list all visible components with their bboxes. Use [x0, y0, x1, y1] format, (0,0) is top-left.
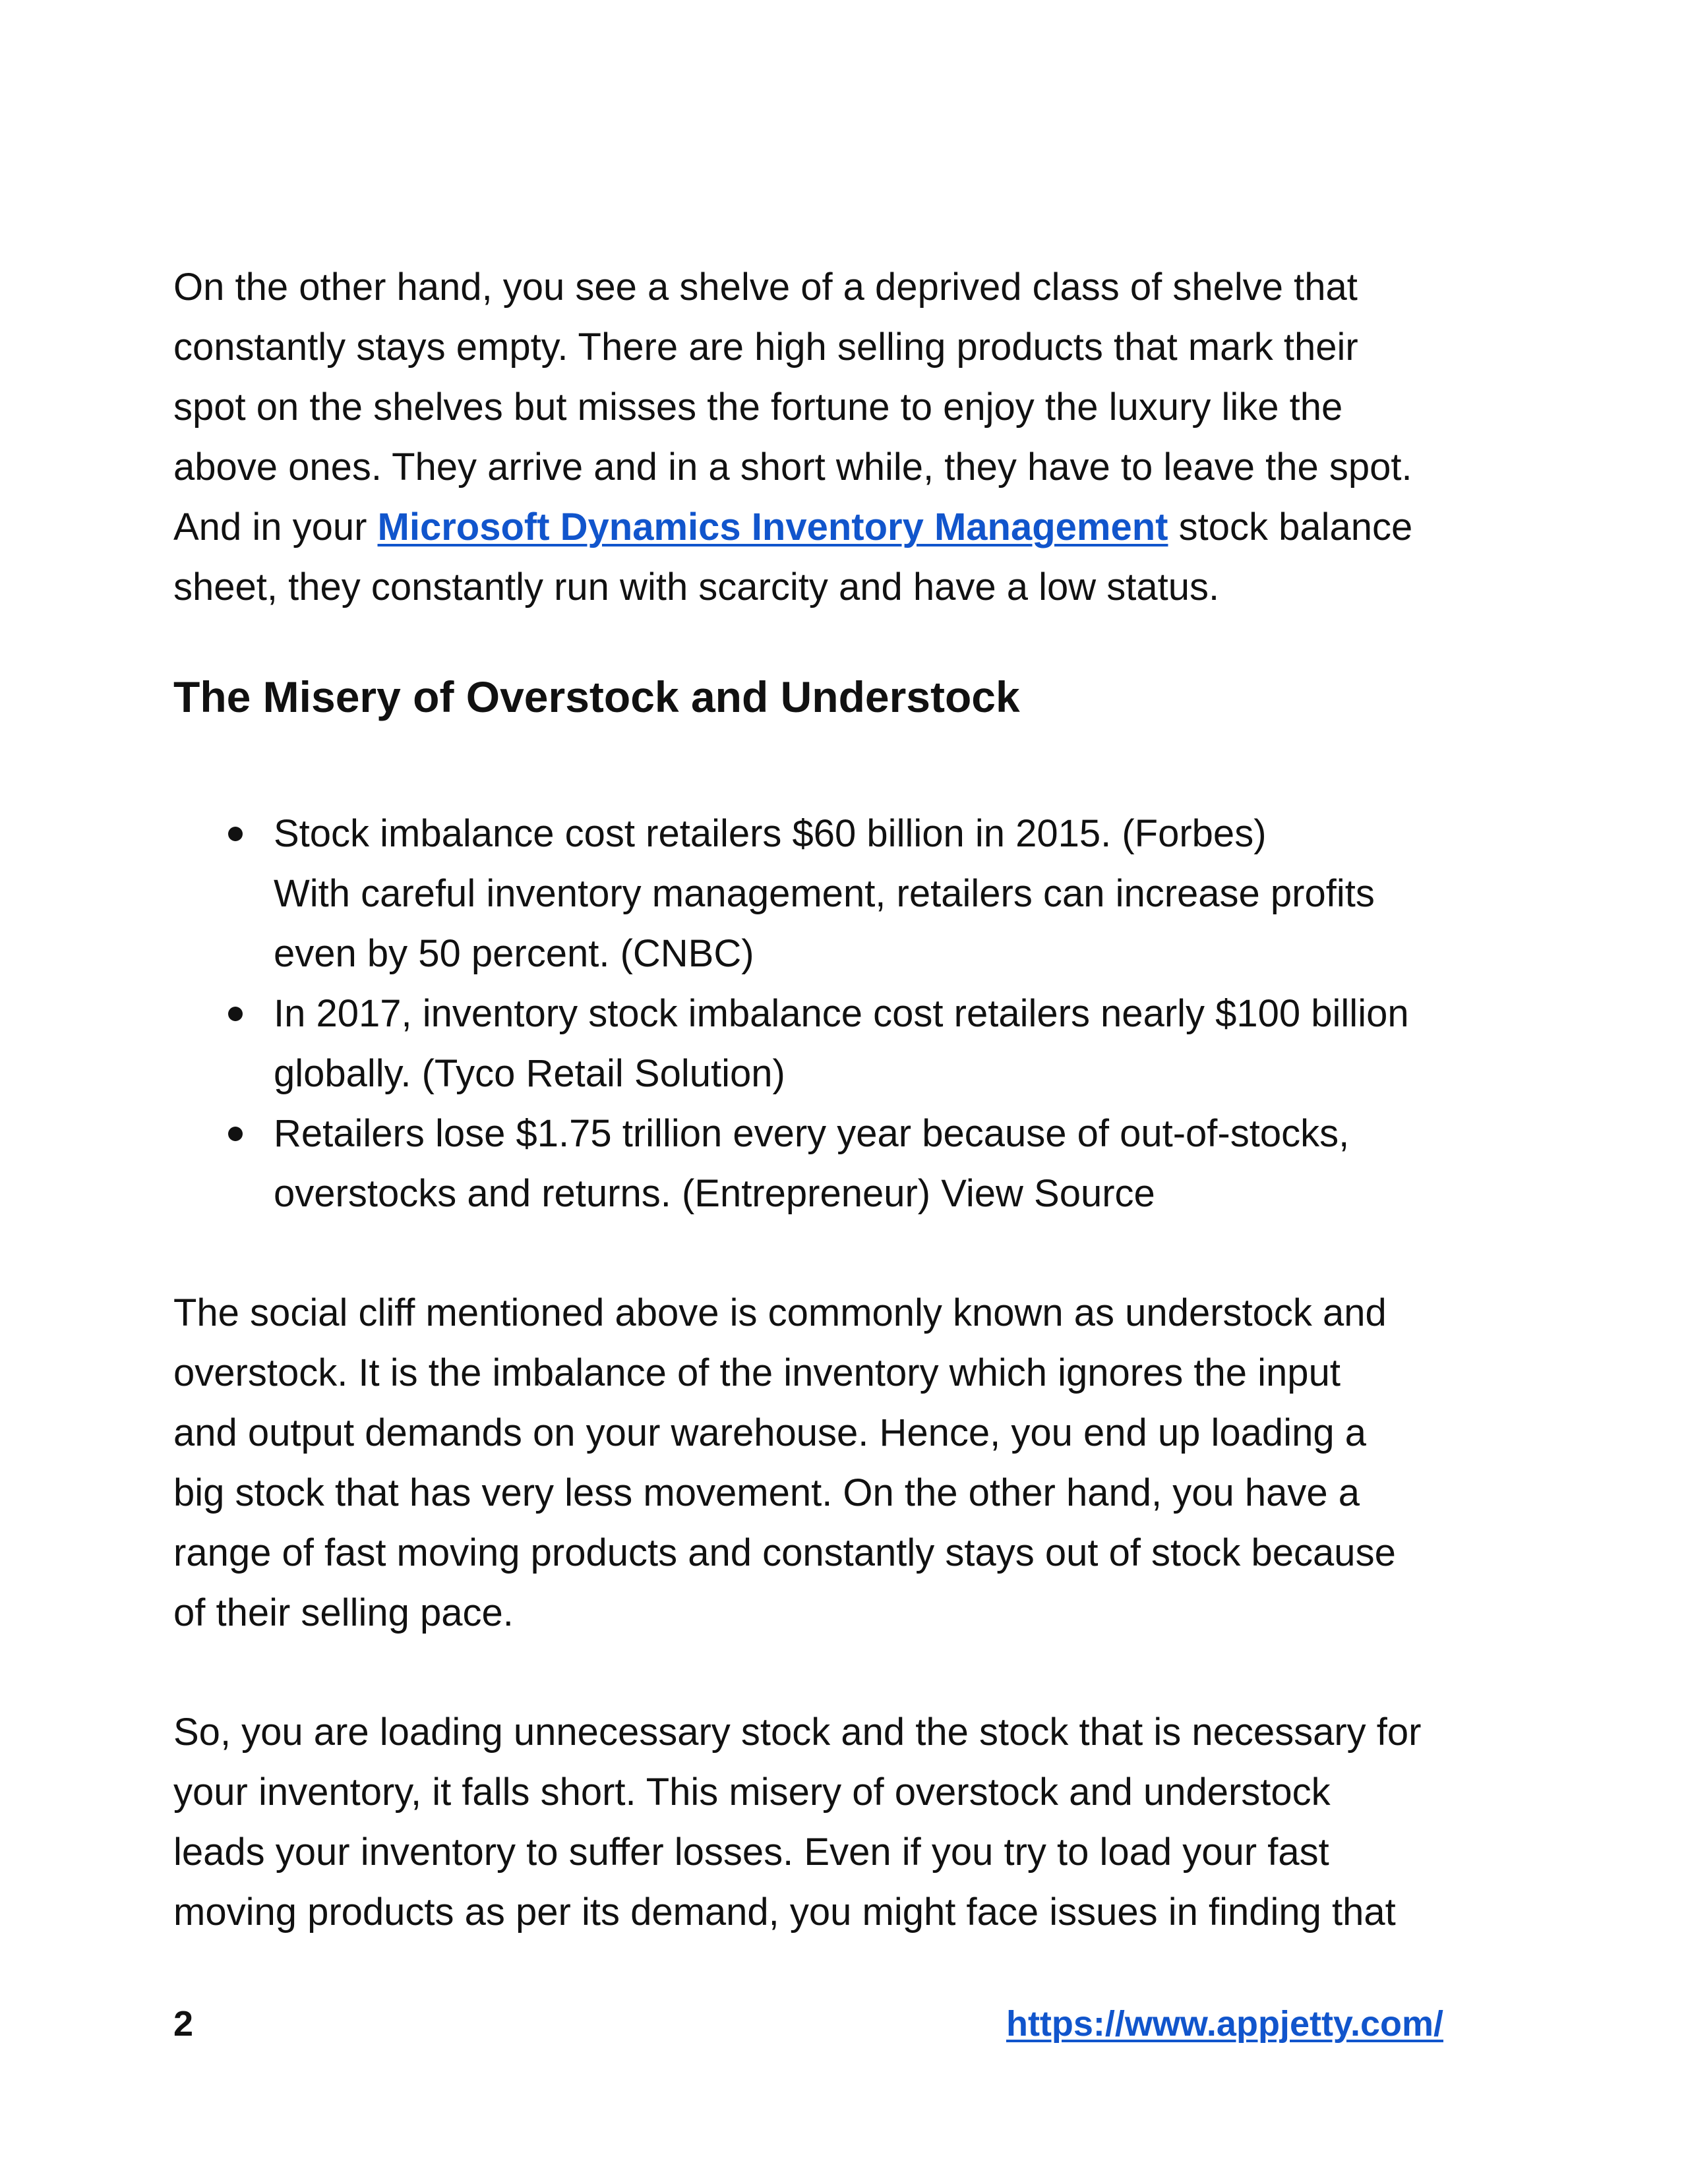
paragraph-line: range of fast moving products and constantly stays out of stock because: [173, 1531, 1396, 1574]
paragraph-line: your inventory, it falls short. This misery of overstock and understock: [173, 1771, 1331, 1814]
paragraph-line: above ones. They arrive and in a short while, they have to leave the spot.: [173, 446, 1412, 488]
paragraph-line: of their selling pace.: [173, 1591, 514, 1634]
paragraph-line: leads your inventory to suffer losses. Even if you try to load your fast: [173, 1831, 1329, 1874]
paragraph-line: and output demands on your warehouse. Hence, you end up loading a: [173, 1411, 1366, 1454]
paragraph-shelves: [173, 257, 1519, 617]
paragraph-line: constantly stays empty. There are high selling products that mark their: [173, 326, 1358, 369]
page-footer: [0, 1994, 1688, 2053]
paragraph-text: stock balance: [1168, 506, 1413, 548]
microsoft-dynamics-inventory-link[interactable]: Microsoft Dynamics Inventory Management: [377, 506, 1168, 548]
paragraph-line-with-link: [173, 497, 1519, 557]
bullet-item: [173, 1104, 1519, 1224]
bullet-line: globally. (Tyco Retail Solution): [274, 1052, 785, 1095]
paragraph-line: overstock. It is the imbalance of the inventory which ignores the input: [173, 1351, 1341, 1394]
bullet-line: Stock imbalance cost retailers $60 billion in 2015. (Forbes): [274, 812, 1267, 855]
bullet-item: [173, 984, 1519, 1104]
bullet-dot-icon: [228, 1127, 243, 1141]
paragraph-line: So, you are loading unnecessary stock and the stock that is necessary for: [173, 1711, 1422, 1754]
bullet-dot-icon: [228, 827, 243, 841]
bullet-line: Retailers lose $1.75 trillion every year because of out-of-stocks,: [274, 1112, 1350, 1155]
section-heading: The Misery of Overstock and Understock: [173, 672, 1020, 721]
paragraph-misery: [173, 1702, 1519, 1942]
paragraph-text: And in your: [173, 506, 378, 548]
paragraph-social-cliff: [173, 1283, 1519, 1643]
paragraph-line: moving products as per its demand, you might face issues in finding that: [173, 1891, 1396, 1933]
document-body: [173, 257, 1519, 1942]
bullet-line: even by 50 percent. (CNBC): [274, 932, 754, 975]
page-number: 2: [173, 2004, 194, 2044]
bullet-line: With careful inventory management, retailers can increase profits: [274, 872, 1375, 915]
paragraph-line: The social cliff mentioned above is commonly known as understock and: [173, 1291, 1387, 1334]
paragraph-line: On the other hand, you see a shelve of a deprived class of shelve that: [173, 266, 1358, 309]
statistics-bullet-list: [173, 804, 1519, 1224]
paragraph-line: big stock that has very less movement. On the other hand, you have a: [173, 1471, 1360, 1514]
appjetty-website-link[interactable]: https://www.appjetty.com/: [1006, 2004, 1443, 2044]
paragraph-line: sheet, they constantly run with scarcity and have a low status.: [173, 566, 1220, 608]
bullet-dot-icon: [228, 1007, 243, 1021]
paragraph-line: spot on the shelves but misses the fortune to enjoy the luxury like the: [173, 386, 1343, 428]
bullet-line: overstocks and returns. (Entrepreneur) View Source: [274, 1172, 1155, 1215]
bullet-item: [173, 804, 1519, 984]
bullet-line: In 2017, inventory stock imbalance cost retailers nearly $100 billion: [274, 992, 1409, 1035]
